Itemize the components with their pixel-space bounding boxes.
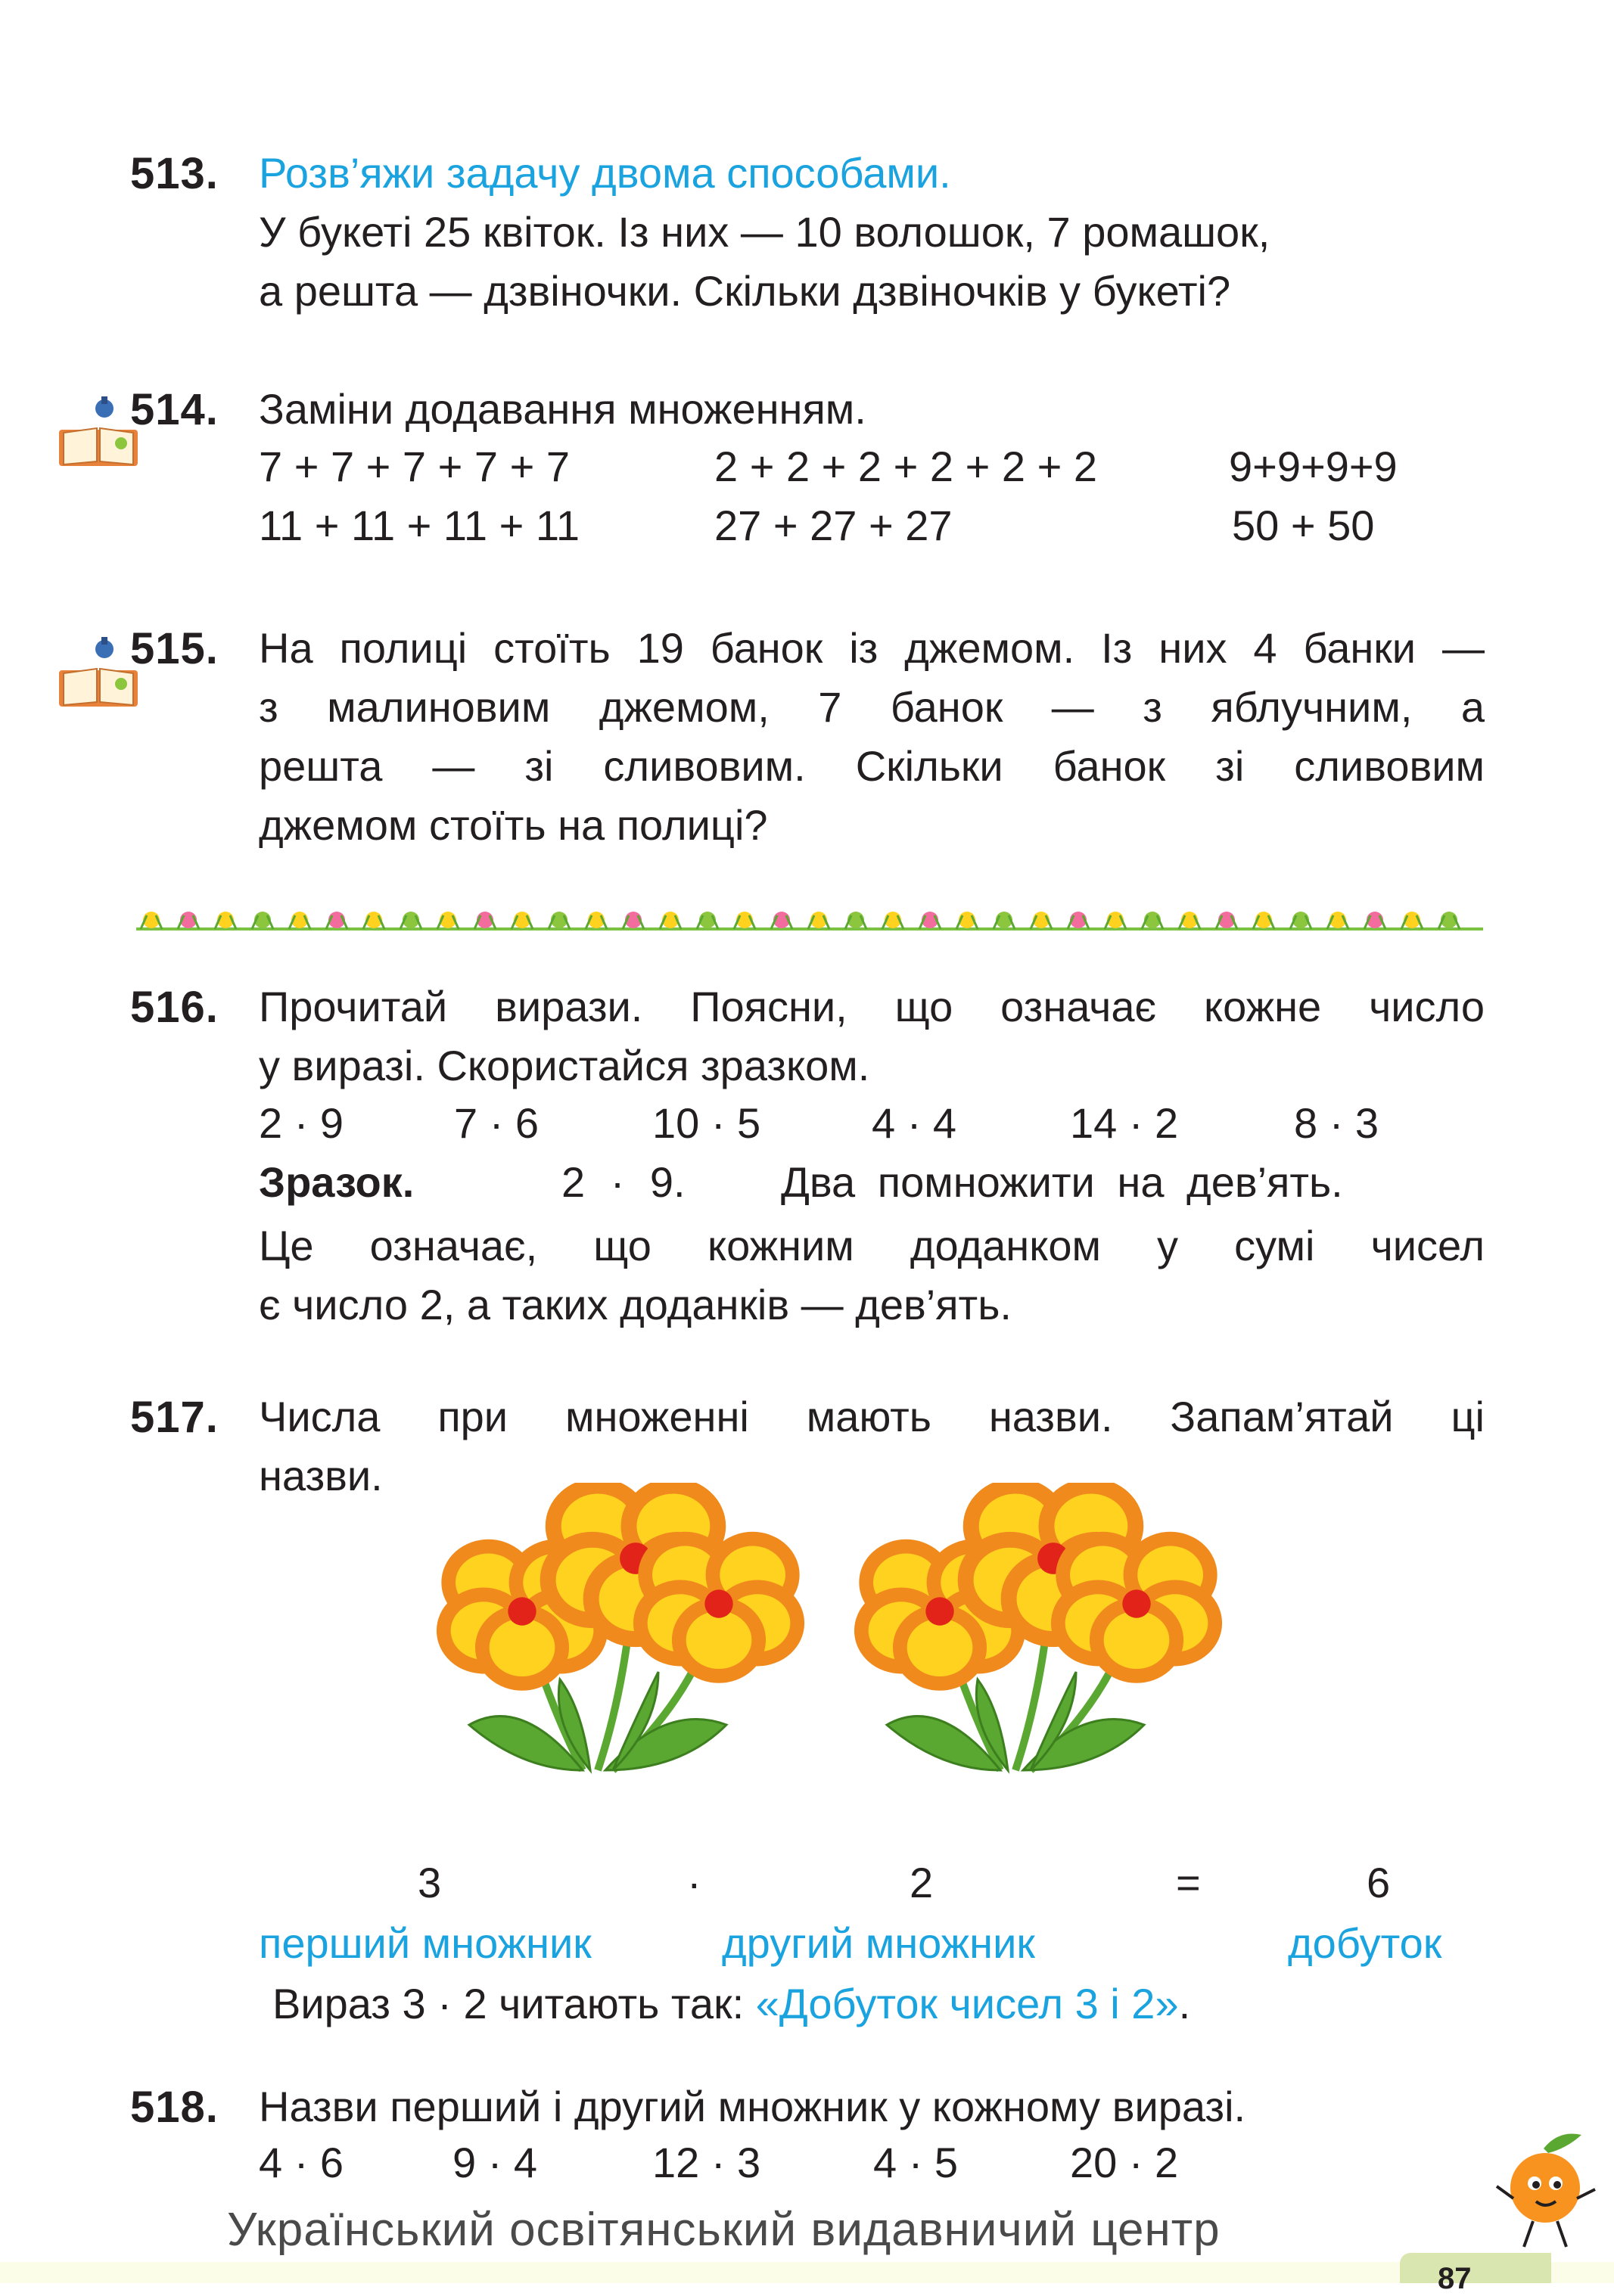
equals-sign: =: [1176, 1859, 1201, 1906]
exercise-text-line: з малиновим джемом, 7 банок — з яблучним, а: [259, 683, 1485, 731]
flower-center: [1122, 1589, 1150, 1617]
exercise-number: 518.: [130, 2083, 219, 2132]
expression: 14 · 2: [1070, 1099, 1179, 1147]
bottom-strip: [0, 2262, 1614, 2283]
reading-suffix: .: [1178, 1980, 1191, 2027]
exercise-text-line: Прочитай вирази. Поясни, що означає кожне число: [259, 983, 1485, 1030]
exercise-task: Назви перший і другий множник у кожному виразі.: [259, 2083, 1246, 2130]
exercise-text-line: джемом стоїть на полиці?: [259, 801, 768, 849]
exercise-task: Розв’яжи задачу двома способами.: [259, 149, 951, 197]
first-factor-name: перший множник: [259, 1919, 592, 1967]
expression: 9+9+9+9: [1229, 443, 1398, 490]
expression: 27 + 27 + 27: [714, 502, 953, 549]
exercise-text-line: у виразі. Скористайся зразком.: [259, 1042, 870, 1089]
product-name: добуток: [1288, 1919, 1442, 1967]
page-tab: [1400, 2253, 1551, 2283]
first-factor: 3: [418, 1859, 442, 1906]
exercise-text-line: На полиці стоїть 19 банок із джемом. Із них 4 банки —: [259, 624, 1485, 672]
exercise-task: Заміни додавання множенням.: [259, 385, 866, 433]
exercise-text-line: Числа при множенні мають назви. Запам’ятай ці: [259, 1393, 1485, 1440]
book-icon: [58, 393, 141, 469]
expression: 9 · 4: [452, 2139, 538, 2186]
expression: 4 · 6: [259, 2139, 344, 2186]
expression: 50 + 50: [1232, 502, 1375, 549]
exercise-text-line: є число 2, а таких доданків — дев’ять.: [259, 1281, 1012, 1328]
reading-prefix: Вираз 3 · 2 читають так:: [272, 1980, 756, 2027]
pansy-flowers: [409, 1483, 817, 1800]
multiply-sign: ·: [687, 1859, 701, 1906]
exercise-text-line: Це означає, що кожним доданком у сумі чисел: [259, 1222, 1485, 1269]
orange-mascot-icon: [1491, 2126, 1604, 2254]
publisher-name: Український освітянський видавничий центр: [227, 2204, 1221, 2256]
expression: 2 · 9: [259, 1099, 344, 1147]
expression: 4 · 4: [872, 1099, 957, 1147]
expression: 20 · 2: [1070, 2139, 1179, 2186]
page-number: 87: [1438, 2262, 1472, 2295]
exercise-number: 516.: [130, 983, 219, 1032]
exercise-number: 515.: [130, 624, 219, 673]
expression: 7 + 7 + 7 + 7 + 7: [259, 443, 571, 490]
flower-center: [704, 1589, 732, 1617]
product: 6: [1367, 1859, 1391, 1906]
book-icon: [58, 634, 141, 710]
flower-center: [925, 1597, 953, 1625]
reading-quote: «Добуток чисел 3 і 2»: [755, 1980, 1179, 2027]
flower-center: [508, 1597, 536, 1625]
exercise-text-line: а решта — дзвіночки. Скільки дзвіночків у букеті?: [259, 267, 1231, 315]
second-factor-name: другий множник: [722, 1919, 1035, 1967]
exercise-text-line: назви.: [259, 1452, 383, 1499]
expression: 10 · 5: [652, 1099, 761, 1147]
expression: 7 · 6: [454, 1099, 540, 1147]
sample-label: Зразок.: [259, 1158, 415, 1206]
pansy-flowers: [826, 1483, 1235, 1800]
expression: 8 · 3: [1294, 1099, 1379, 1147]
expression: 4 · 5: [873, 2139, 959, 2186]
exercise-number: 513.: [130, 149, 219, 198]
expression: 12 · 3: [652, 2139, 761, 2186]
sample-text: Два помножити на дев’ять.: [781, 1158, 1343, 1206]
expression: 2 + 2 + 2 + 2 + 2 + 2: [714, 443, 1097, 490]
flower-border: [136, 893, 1483, 938]
exercise-text-line: решта — зі сливовим. Скільки банок зі сливовим: [259, 742, 1485, 790]
sample-expression: 2 · 9.: [561, 1158, 686, 1206]
exercise-number: 517.: [130, 1393, 219, 1442]
exercise-text-line: У букеті 25 квіток. Із них — 10 волошок, 7 ромашок,: [259, 208, 1270, 256]
expression: 11 + 11 + 11 + 11: [259, 502, 580, 549]
reading-sentence: [272, 1979, 1190, 2028]
second-factor: 2: [910, 1859, 934, 1906]
exercise-number: 514.: [130, 385, 219, 434]
